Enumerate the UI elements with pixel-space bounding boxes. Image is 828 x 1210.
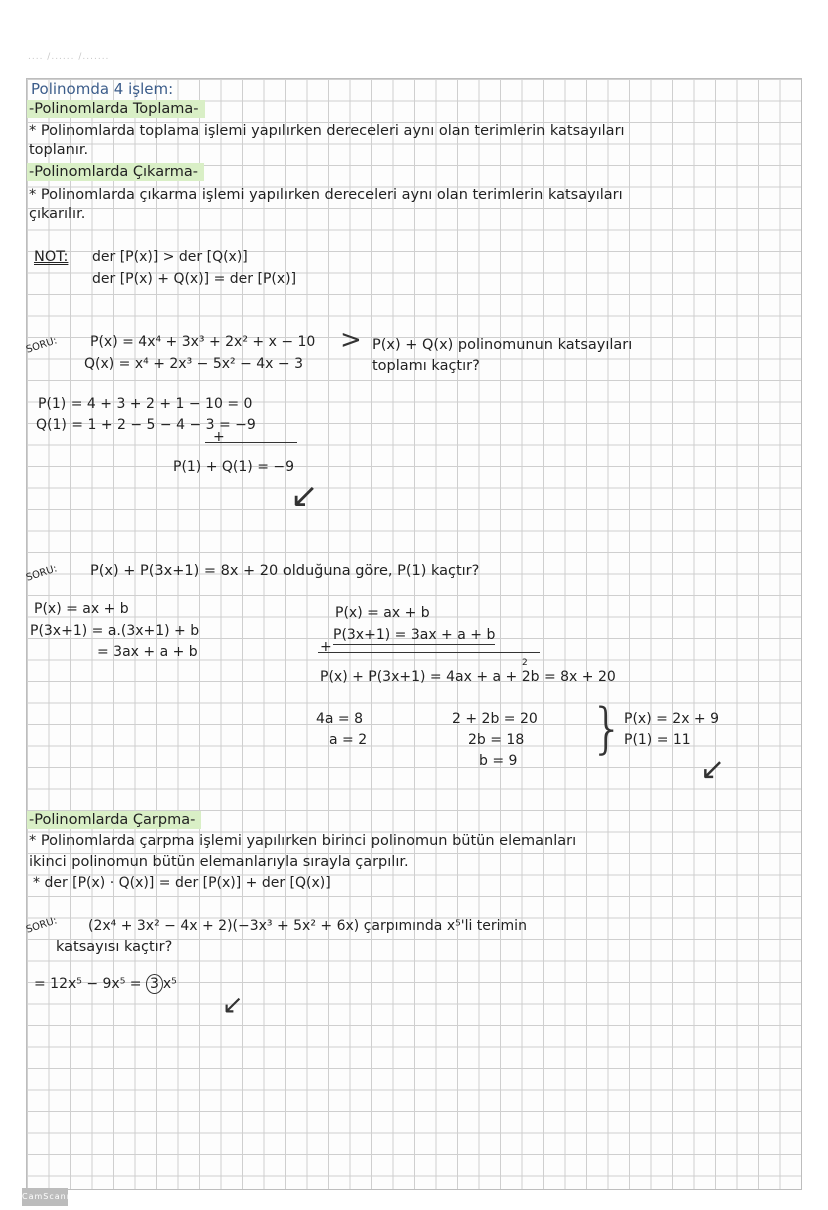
soru1-bracket: > <box>340 325 362 355</box>
heading-carpma: -Polinomlarda Çarpma- <box>27 811 201 829</box>
soru2-right2: P(3x+1) = 3ax + a + b <box>333 627 496 643</box>
rule-cikarma-line1: * Polinomlarda çıkarma işlemi yapılırken dereceleri aynı olan terimlerin katsayıları <box>29 187 623 203</box>
soru3-answer-suffix: x⁵ <box>162 976 177 992</box>
soru2-sum-line <box>318 652 540 653</box>
soru3-answer <box>34 974 177 994</box>
rule-carpma-line2: ikinci polinomun bütün elemanlarıyla sırayla çarpılır. <box>29 854 409 870</box>
note-line2: der [P(x) + Q(x)] = der [P(x)] <box>92 271 297 287</box>
note-line1: der [P(x)] > der [Q(x)] <box>92 249 248 265</box>
soru2-label: SORU: <box>24 563 59 584</box>
soru2-sum-note: 2 <box>522 658 528 668</box>
soru1-label: SORU: <box>24 335 59 356</box>
soru2-b1: 2 + 2b = 20 <box>452 711 538 727</box>
soru2-left2: P(3x+1) = a.(3x+1) + b <box>30 623 200 639</box>
rule-toplama-line1: * Polinomlarda toplama işlemi yapılırken dereceleri aynı olan terimlerin katsayıları <box>29 123 625 139</box>
soru3-label: SORU: <box>24 915 59 936</box>
rule-carpma-line3: * der [P(x) · Q(x)] = der [P(x)] + der [Q(x)] <box>33 875 331 891</box>
heading-toplama: -Polinomlarda Toplama- <box>27 100 205 118</box>
soru2-sum: P(x) + P(3x+1) = 4ax + a + 2b = 8x + 20 <box>320 669 616 685</box>
soru3-answer-prefix: = 12x⁵ − 9x⁵ = <box>34 976 146 992</box>
soru1-p-definition: P(x) = 4x⁴ + 3x³ + 2x² + x − 10 <box>90 334 316 350</box>
soru1-question-line1: P(x) + Q(x) polinomunun katsayıları <box>372 337 633 353</box>
soru1-sum-line <box>205 442 297 443</box>
soru2-left3: = 3ax + a + b <box>97 644 198 660</box>
answer-arrow-icon: ↙ <box>290 476 319 516</box>
rule-toplama-line2: toplanır. <box>29 142 89 158</box>
page-date-dots: .... /...... /....... <box>28 52 110 62</box>
soru2-r2: P(1) = 11 <box>624 732 691 748</box>
heading-cikarma: -Polinomlarda Çıkarma- <box>27 163 204 181</box>
soru2-brace: } <box>590 697 625 760</box>
soru1-result: P(1) + Q(1) = −9 <box>173 459 295 475</box>
soru2-b2: 2b = 18 <box>468 732 525 748</box>
soru3-answer-coef: 3 <box>146 974 163 994</box>
answer-arrow-icon: ↙ <box>700 752 726 787</box>
rule-cikarma-line2: çıkarılır. <box>29 206 86 222</box>
soru2-a1: 4a = 8 <box>316 711 364 727</box>
soru1-plus: + <box>213 429 225 445</box>
soru2-right1: P(x) = ax + b <box>335 605 430 621</box>
soru2-r1: P(x) = 2x + 9 <box>624 711 720 727</box>
soru1-q-definition: Q(x) = x⁴ + 2x³ − 5x² − 4x − 3 <box>84 356 303 372</box>
soru2-plus: + <box>320 639 332 655</box>
note-label: NOT: <box>34 249 69 265</box>
camscanner-logo: CamScanner <box>22 1188 68 1206</box>
soru2-b3: b = 9 <box>479 753 518 769</box>
soru2-a2: a = 2 <box>329 732 368 748</box>
soru1-step2: Q(1) = 1 + 2 − 5 − 4 − 3 = −9 <box>36 417 256 433</box>
soru1-question-line2: toplamı kaçtır? <box>372 358 480 374</box>
soru3-question-line2: katsayısı kaçtır? <box>56 939 173 955</box>
soru1-step1: P(1) = 4 + 3 + 2 + 1 − 10 = 0 <box>38 396 253 412</box>
rule-carpma-line1: * Polinomlarda çarpma işlemi yapılırken birinci polinomun bütün elemanları <box>29 833 577 849</box>
answer-arrow-icon: ↙ <box>222 990 244 1020</box>
page-title: Polinomda 4 işlem: <box>31 80 174 98</box>
soru2-question: P(x) + P(3x+1) = 8x + 20 olduğuna göre, P(1) kaçtır? <box>90 563 480 579</box>
soru3-question-line1: (2x⁴ + 3x² − 4x + 2)(−3x³ + 5x² + 6x) çarpımında x⁵'li terimin <box>88 918 527 934</box>
soru2-left1: P(x) = ax + b <box>34 601 129 617</box>
